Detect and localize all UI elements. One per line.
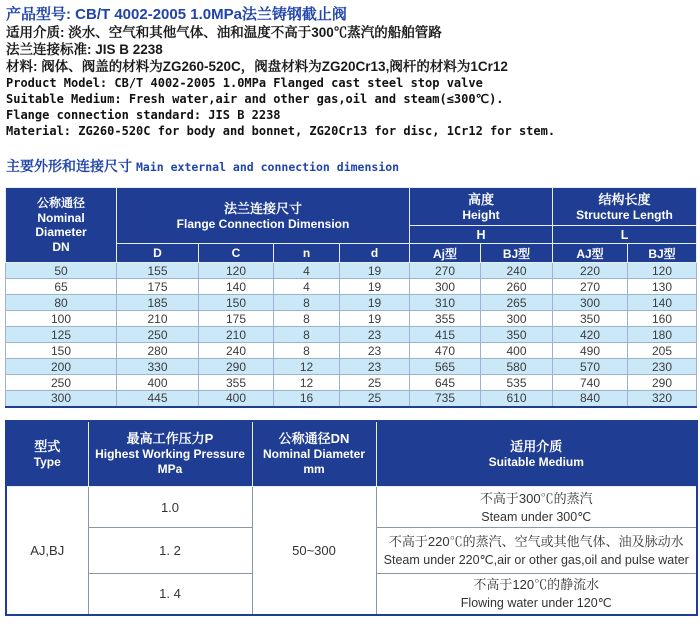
dimension-cell: 570 <box>553 359 628 375</box>
col-header-c: C <box>199 244 274 263</box>
table-row <box>6 391 697 407</box>
dimension-cell: 270 <box>410 263 481 279</box>
col-group-flange-connection <box>117 188 410 244</box>
dimension-cell: 535 <box>481 375 553 391</box>
dimension-cell: 610 <box>481 391 553 407</box>
dimension-table-body <box>6 263 697 407</box>
col-header-n: n <box>274 244 340 263</box>
dimension-cell: 210 <box>199 327 274 343</box>
suitable-medium-line-zh: 适用介质: 淡水、空气和其他气体、油和温度不高于300℃蒸汽的船舶管路 <box>6 25 442 40</box>
header-line: 公称通径 <box>36 196 85 210</box>
dimension-cell: 160 <box>628 311 697 327</box>
dimension-table <box>5 187 697 408</box>
medium-value-cell <box>376 574 697 615</box>
table-row <box>6 279 697 295</box>
pressure-value-cell: 1. 4 <box>88 574 252 615</box>
dimension-cell: 150 <box>199 295 274 311</box>
col-header-aj-length: AJ型 <box>553 244 628 263</box>
dimension-cell: 250 <box>117 327 199 343</box>
dimension-cell: 120 <box>199 263 274 279</box>
medium-zh: 不高于120℃的静流水 <box>473 577 600 593</box>
header-line: Height <box>462 207 500 222</box>
material-line-zh: 材料: 阀体、阀盖的材料为ZG260-520C，阀盘材料为ZG20Cr13,阀杆的材料为1Cr12 <box>6 59 508 74</box>
dimension-cell: 260 <box>481 279 553 295</box>
dimension-cell: 250 <box>6 375 117 391</box>
dimension-cell: 740 <box>553 375 628 391</box>
table-row <box>6 359 697 375</box>
table-row <box>6 487 697 528</box>
header-line: 最高工作压力P <box>126 431 214 447</box>
header-line: Flange Connection Dimension <box>176 216 350 231</box>
pressure-value-cell: 1.0 <box>88 487 252 528</box>
header-line: DN <box>52 239 70 254</box>
header-line: 法兰连接尺寸 <box>223 200 302 216</box>
dimension-cell: 8 <box>274 295 340 311</box>
header-line: 公称通径DN <box>278 431 350 447</box>
type-value-cell: AJ,BJ <box>6 487 88 615</box>
table-row <box>6 311 697 327</box>
dimension-cell: 180 <box>628 327 697 343</box>
pressure-value-cell: 1. 2 <box>88 528 252 574</box>
dimension-cell: 130 <box>628 279 697 295</box>
header-line: Type <box>33 454 61 469</box>
dimension-cell: 4 <box>274 263 340 279</box>
dimension-cell: 490 <box>553 343 628 359</box>
product-model-line-zh: 产品型号: CB/T 4002-2005 1.0MPa法兰铸钢截止阀 <box>6 6 347 23</box>
dimension-cell: 100 <box>6 311 117 327</box>
dimension-cell: 140 <box>199 279 274 295</box>
col-group-structure-length <box>553 188 697 226</box>
medium-en: Flowing water under 120℃ <box>460 596 612 611</box>
dimension-cell: 645 <box>410 375 481 391</box>
pressure-medium-table <box>5 420 698 616</box>
dimension-cell: 19 <box>340 295 410 311</box>
dimension-cell: 8 <box>274 311 340 327</box>
product-model-line-en: Product Model: CB/T 4002-2005 1.0MPa Flanged cast steel stop valve <box>6 76 483 90</box>
dimension-cell: 330 <box>117 359 199 375</box>
medium-zh: 不高于220℃的蒸汽、空气或其他气体、油及脉动水 <box>388 534 684 549</box>
dimension-cell: 220 <box>553 263 628 279</box>
dimension-cell: 470 <box>410 343 481 359</box>
dimension-cell: 155 <box>117 263 199 279</box>
dimension-cell: 19 <box>340 263 410 279</box>
dimension-cell: 420 <box>553 327 628 343</box>
dimension-cell: 240 <box>199 343 274 359</box>
dimension-cell: 8 <box>274 343 340 359</box>
col-header-h: H <box>410 226 553 244</box>
dimension-cell: 25 <box>340 391 410 407</box>
dimension-cell: 240 <box>481 263 553 279</box>
dimension-cell: 23 <box>340 359 410 375</box>
medium-value-cell <box>376 487 697 528</box>
dimension-cell: 300 <box>6 391 117 407</box>
header-line: Highest Working Pressure <box>95 447 245 462</box>
dimension-cell: 290 <box>628 375 697 391</box>
flange-standard-line-en: Flange connection standard: JIS B 2238 <box>6 108 281 122</box>
dimension-cell: 415 <box>410 327 481 343</box>
dimension-cell: 200 <box>6 359 117 375</box>
material-line-en: Material: ZG260-520C for body and bonnet, ZG20Cr13 for disc, 1Cr12 for stem. <box>6 124 556 138</box>
dimension-cell: 230 <box>628 359 697 375</box>
dimension-cell: 65 <box>6 279 117 295</box>
dimension-cell: 350 <box>553 311 628 327</box>
dimension-cell: 23 <box>340 343 410 359</box>
dimension-cell: 4 <box>274 279 340 295</box>
dimension-cell: 23 <box>340 327 410 343</box>
dimension-cell: 12 <box>274 375 340 391</box>
dimension-cell: 175 <box>199 311 274 327</box>
table-row <box>6 295 697 311</box>
dimension-cell: 175 <box>117 279 199 295</box>
dimension-cell: 290 <box>199 359 274 375</box>
dimension-cell: 12 <box>274 359 340 375</box>
col-header-d-outer: D <box>117 244 199 263</box>
dimension-table-header <box>6 188 697 263</box>
header-line: 结构长度 <box>598 191 651 207</box>
dimension-cell: 355 <box>199 375 274 391</box>
header-line: Suitable Medium <box>488 454 584 469</box>
col-header-suitable-medium <box>376 421 697 487</box>
dimension-cell: 270 <box>553 279 628 295</box>
dimension-cell: 50 <box>6 263 117 279</box>
header-line: Diameter <box>35 225 87 239</box>
col-header-d-hole: d <box>340 244 410 263</box>
dimension-cell: 120 <box>628 263 697 279</box>
dimension-cell: 16 <box>274 391 340 407</box>
dimension-cell: 280 <box>117 343 199 359</box>
dimension-cell: 25 <box>340 375 410 391</box>
dimension-cell: 8 <box>274 327 340 343</box>
dimension-cell: 265 <box>481 295 553 311</box>
medium-en: Steam under 300℃ <box>481 509 592 524</box>
medium-en: Steam under 220℃,air or other gas,oil and pulse water <box>383 553 689 567</box>
dimension-cell: 140 <box>628 295 697 311</box>
section-title <box>6 156 696 176</box>
header-line: MPa <box>157 462 183 477</box>
dimension-cell: 320 <box>628 391 697 407</box>
dimension-cell: 735 <box>410 391 481 407</box>
dimension-cell: 19 <box>340 279 410 295</box>
dimension-cell: 840 <box>553 391 628 407</box>
dimension-cell: 355 <box>410 311 481 327</box>
header-line: Nominal Diameter <box>262 447 366 462</box>
table-row <box>6 327 697 343</box>
dimension-cell: 445 <box>117 391 199 407</box>
header-line: Structure Length <box>576 207 673 222</box>
table-row <box>6 375 697 391</box>
flange-standard-line-zh: 法兰连接标准: JIS B 2238 <box>6 42 163 57</box>
suitable-medium-line-en: Suitable Medium: Fresh water,air and other gas,oil and steam(≤300℃). <box>6 92 504 106</box>
dimension-cell: 125 <box>6 327 117 343</box>
dimension-cell: 150 <box>6 343 117 359</box>
header-line: 适用介质 <box>510 438 563 454</box>
dimension-cell: 80 <box>6 295 117 311</box>
dn-value-cell: 50~300 <box>252 487 376 615</box>
header-line: 型式 <box>34 438 61 454</box>
col-header-aj-height: Aj型 <box>410 244 481 263</box>
header-line: Nominal <box>37 210 85 225</box>
dimension-cell: 300 <box>410 279 481 295</box>
dimension-cell: 19 <box>340 311 410 327</box>
dimension-cell: 185 <box>117 295 199 311</box>
pressure-table-body <box>6 487 697 615</box>
dimension-cell: 565 <box>410 359 481 375</box>
col-header-type <box>6 421 88 487</box>
dimension-cell: 210 <box>117 311 199 327</box>
dimension-cell: 310 <box>410 295 481 311</box>
dimension-cell: 400 <box>199 391 274 407</box>
dimension-cell: 400 <box>117 375 199 391</box>
col-header-bj-height: BJ型 <box>481 244 553 263</box>
medium-zh: 不高于300℃的蒸汽 <box>479 490 593 506</box>
section-title-en: Main external and connection dimension <box>136 160 400 174</box>
table-row <box>6 263 697 279</box>
col-header-nominal-diameter-dn <box>252 421 376 487</box>
header-line: 高度 <box>467 191 494 207</box>
dimension-cell: 350 <box>481 327 553 343</box>
header-line: mm <box>303 462 325 477</box>
col-header-nominal-diameter <box>6 188 117 263</box>
pressure-table-header <box>6 421 697 487</box>
dimension-cell: 300 <box>553 295 628 311</box>
dimension-cell: 205 <box>628 343 697 359</box>
dimension-cell: 580 <box>481 359 553 375</box>
col-header-working-pressure <box>88 421 252 487</box>
medium-value-cell <box>376 528 697 574</box>
col-header-bj-length: BJ型 <box>628 244 697 263</box>
dimension-cell: 400 <box>481 343 553 359</box>
col-header-l: L <box>553 226 697 244</box>
table-row <box>6 343 697 359</box>
col-group-height <box>410 188 553 226</box>
dimension-cell: 300 <box>481 311 553 327</box>
product-info-block <box>6 5 696 139</box>
section-title-zh: 主要外形和连接尺寸 <box>6 158 132 174</box>
